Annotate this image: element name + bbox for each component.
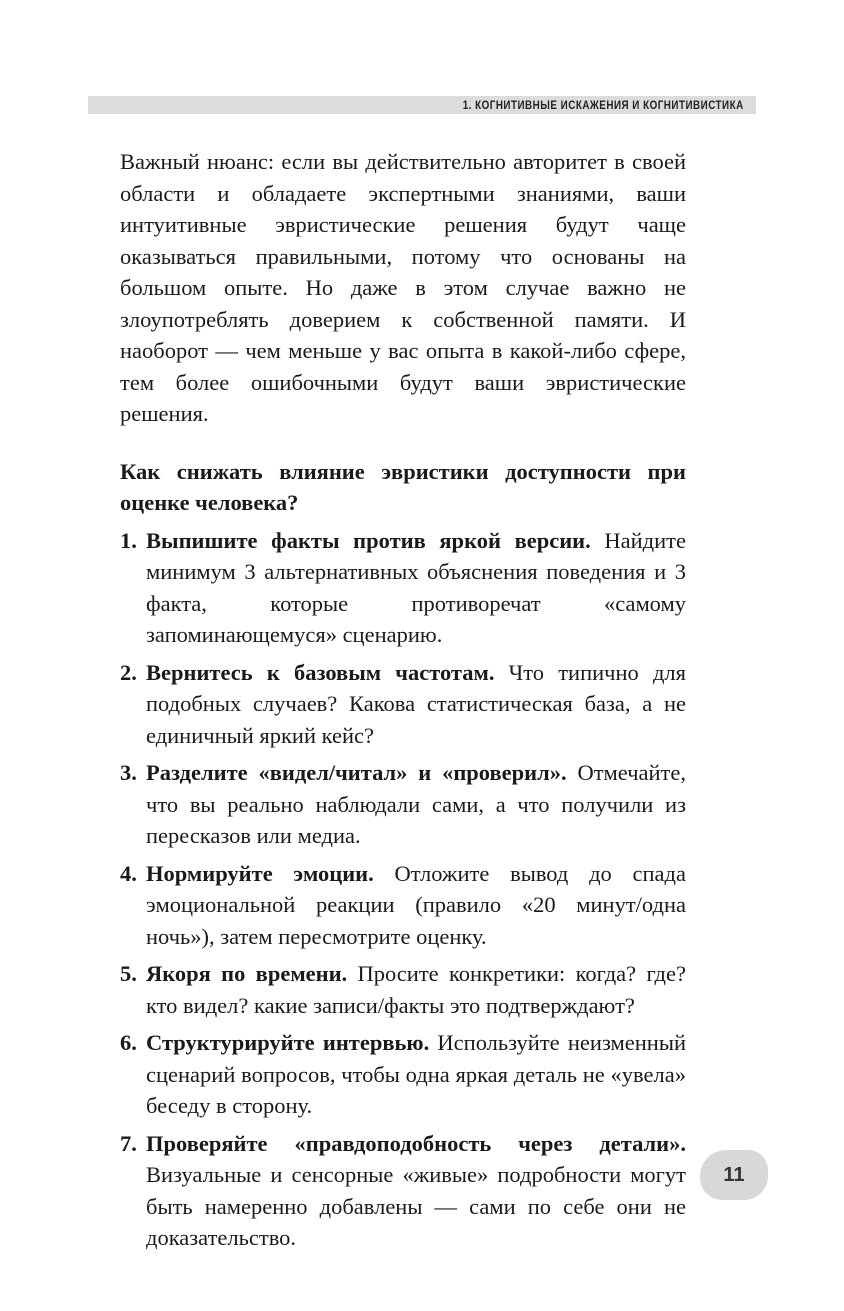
item-lead: Структурируйте интервью.: [146, 1030, 430, 1055]
item-text: Что типично для подобных случаев? Какова статистическая база, а не единичный яркий кейс?: [146, 659, 686, 748]
page-number-badge: [700, 1150, 768, 1200]
list-item: [120, 757, 686, 852]
item-lead: Якоря по времени.: [146, 961, 348, 986]
item-lead: Нормируйте эмоции.: [146, 860, 374, 886]
item-number: 2.: [120, 659, 137, 685]
item-text: Просите конкретики: когда? где? кто видел? какие записи/факты это подтверждают?: [146, 961, 686, 1018]
item-lead: Вернитесь к базовым частотам.: [146, 659, 495, 685]
item-text: Найдите минимум 3 альтернативных объяснения поведения и 3 факта, которые противоречат «самому запоминающемуся» сценарию.: [146, 527, 686, 647]
steps-list: [120, 525, 686, 1254]
list-item: [120, 657, 686, 752]
list-item: [120, 858, 686, 953]
list-item: [120, 1128, 686, 1254]
item-text: Используйте неизменный сценарий вопросов, чтобы одна яркая деталь не «увела» беседу в сторону.: [146, 1030, 686, 1118]
list-item: [120, 958, 686, 1021]
item-number: 1.: [120, 527, 137, 553]
item-text: Отмечайте, что вы реально наблюдали сами, а что получили из пересказов или медиа.: [146, 760, 686, 848]
item-text: Отложите вывод до спада эмоциональной реакции (правило «20 минут/одна ночь»), затем пересмотрите оценку.: [146, 860, 686, 949]
section-title: Как снижать влияние эвристики доступности при оценке человека?: [120, 458, 686, 515]
body-paragraph: Важный нюанс: если вы действительно авторитет в своей области и обладаете экспертными знаниями, ваши интуитивные эвристические решения будут чаще оказываться правильными, потому что основаны на большом опыте. Но даже в этом случае важно не злоупотреблять доверием к собственной памяти. И наоборот — чем меньше у вас опыта в какой-либо сфере, тем более ошибочными будут ваши эвристические решения.: [120, 149, 686, 426]
running-header: [88, 96, 756, 114]
item-number: 7.: [120, 1130, 137, 1156]
list-item: [120, 1027, 686, 1122]
item-number: 6.: [120, 1030, 137, 1055]
list-item: [120, 525, 686, 651]
item-number: 4.: [120, 860, 137, 886]
item-lead: Проверяйте «правдоподобность через детали».: [146, 1130, 686, 1156]
running-title: 1. КОГНИТИВНЫЕ ИСКАЖЕНИЯ И КОГНИТИВИСТИКА: [462, 98, 744, 112]
page-number: 11: [723, 1164, 745, 1186]
item-text: Визуальные и сенсорные «живые» подробности могут быть намеренно добавлены — сами по себе они не доказательство.: [146, 1162, 686, 1250]
page-body: [120, 146, 686, 1260]
item-number: 3.: [120, 760, 137, 785]
item-lead: Выпишите факты против яркой версии.: [146, 527, 591, 553]
item-lead: Разделите «видел/читал» и «проверил».: [146, 760, 567, 785]
item-number: 5.: [120, 961, 137, 986]
